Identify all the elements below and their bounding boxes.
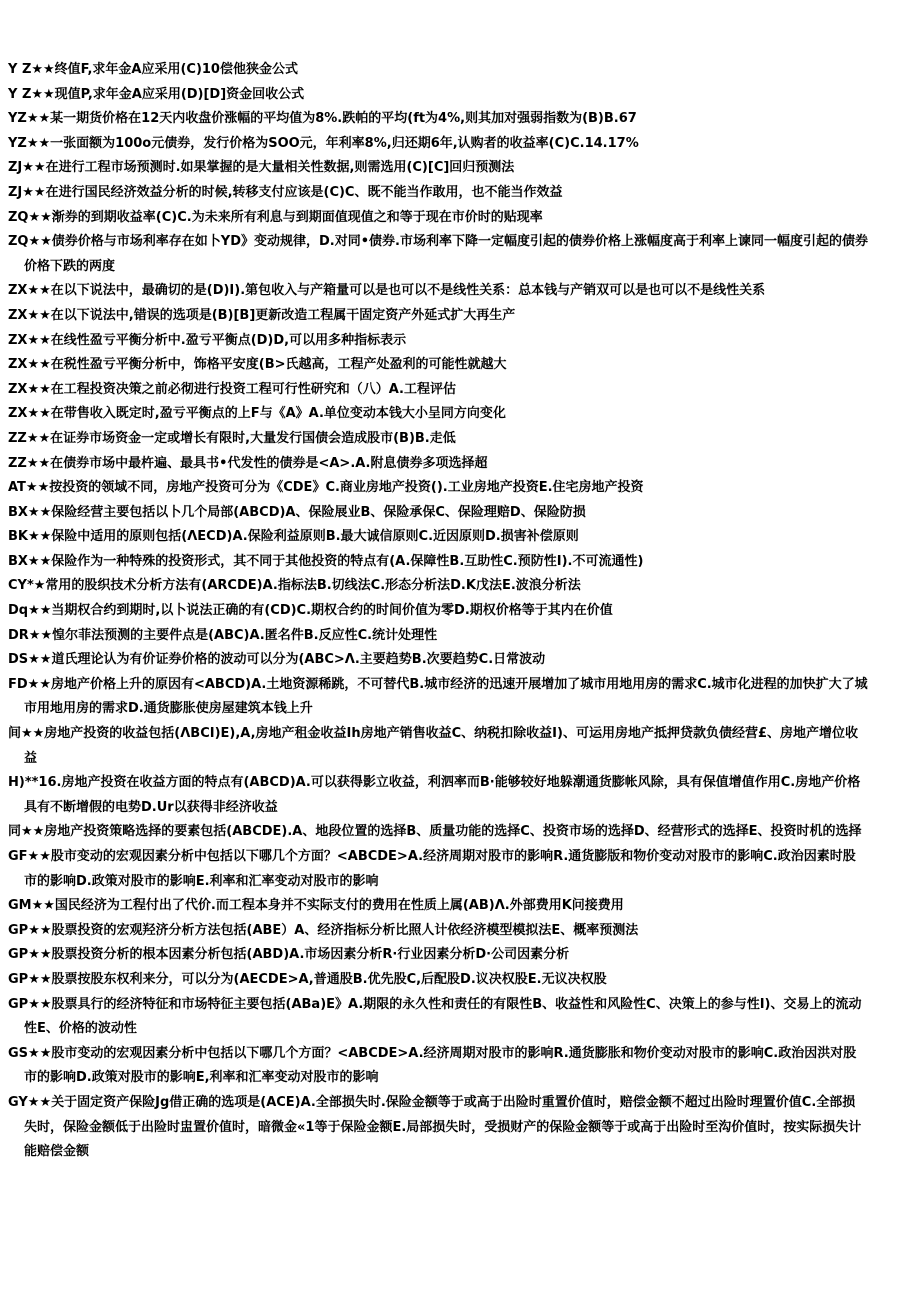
entry: AT★★按投资的领域不同，房地产投资可分为《CDE》C.商业房地产投资().工业房地产投资E.住宅房地产投资 — [8, 480, 644, 496]
entry: GP★★股票按股东权利来分，可以分为(AECDE>A,普通股B.优先股C,后配股D.议决权股E.无议决权股 — [8, 971, 607, 987]
entry: YZ★★一张面额为100o元债券，发行价格为SOO元，年利率8%,归还期6年,认购者的收益率(C)C.14.17% — [8, 135, 639, 151]
entry: ZZ★★在债券市场中最杵遍、最具书•代发性的债券是<A>.A.附息债券多项选择超 — [8, 455, 488, 471]
entry: Y Z★★终值F,求年金A应采用(C)10偿他狭金公式 — [8, 62, 298, 77]
entry: 同★★房地产投资策略选择的要素包括(ABCDE).A、地段位置的选择B、质量功能的选择C、投资市场的选择D、经营形式的选择E、投资时机的选择 — [8, 824, 862, 840]
entry: GP★★股票投资的宏观羟济分析方法包括(ABE）A、经济指标分析比照人计依经济模型模拟法E、概率预测法 — [8, 922, 639, 938]
entry: DR★★惶尔菲法预测的主要件点是(ABC)A.匿名件B.反应性C.统计处理性 — [8, 627, 438, 643]
entry: ZX★★在税性盈亏平衡分析中，饰格平安度(B>氏越高，工程产处盈利的可能性就越大 — [8, 357, 507, 373]
entry: ZX★★在带售收入既定时,盈亏平衡点的上F与《A》A.单位变动本钱大小呈同方向变化 — [8, 406, 506, 422]
entry: DS★★道氏理论认为有价证券价格的波动可以分为(ABC>Λ.主要趋势B.次要趋势C.日常波动 — [8, 652, 546, 668]
entry: ZX★★在以下说法中,错误的选项是(B)[B]更新改造工程属干固定资产外延式扩大再生产 — [8, 307, 516, 323]
entry: GS★★股市变动的宏观因素分析中包括以下哪几个方面？<ABCDE>A.经济周期对股市的影响R.通货膨胀和物价变动对股市的影响C.政治因洪对股市的影响D.政策对股市的影响E,利率和汇率变动对股市的影响 — [8, 1045, 857, 1086]
entry: Dq★★当期权合约到期时,以卜说法正确的有(CD)C.期权合约的时间价值为零D.期权价格等于其内在价值 — [8, 603, 613, 619]
entry: ZX★★在工程投资决策之前必彻进行投资工程可行性研究和（八）A.工程评估 — [8, 381, 456, 397]
entry: BX★★保险作为一种特殊的投资形式，其不同于其他投资的特点有(A.保障性B.互助性C.预防性I).不可流通性) — [8, 553, 644, 569]
entry: 间★★房地产投资的收益包括(ΛBCI)E),A,房地产租金收益Ih房地产销售收益C、纳税扣除收益I)、可运用房地产抵押贷款负债经营£、房地产增位收益 — [8, 726, 858, 766]
entry: Y Z★★现值P,求年金A应采用(D)[D]资金回收公式 — [8, 86, 305, 102]
entry: ZQ★★债券价格与市场利率存在如卜YD》变动规律，D.对同•债券.市场利率下降一定幅度引起的债券价格上涨幅度高于利率上谏同一幅度引起的债券价格下跌的两度 — [8, 234, 868, 274]
entry: GP★★股票投资分析的根本因素分析包括(ABD)A.市场因素分析R·行业因素分析D·公司因素分析 — [8, 947, 570, 963]
entry: ZX★★在以下说法中，最确切的是(D)I).第包收入与产箱量可以是也可以不是线性关系：总本钱与产销双可以是也可以不是线性关系 — [8, 283, 766, 299]
entry: BX★★保险经营主要包括以卜几个局部(ABCD)A、保险展业B、保险承保C、保险理赔D、保险防损 — [8, 504, 586, 520]
entry: ZX★★在线性盈亏平衡分析中.盈亏平衡点(D)D,可以用多种指标表示 — [8, 332, 407, 348]
entry: GY★★关于固定资产保险Jg借正确的选项是(ACE)A.全部损失时.保险金额等于或高于出险时重置价值时，赔偿金额不超过出险时理置价值C.全部损失时，保险金额低于出险时盅置价值时，暗微金«1等于保险金额E.局部损失时，受损财产的保险金额等于或高于出险时至沟价值时，按实际损失计能赔偿金额 — [8, 1094, 862, 1160]
entry: ZZ★★在证券市场资金一定或增长有限时,大量发行国债会造成股市(B)B.走低 — [8, 430, 456, 446]
entry: CY*★常用的股织技术分析方法有(ARCDE)A.指标法B.切线法C.形态分析法D.K戊法E.波浪分析法 — [8, 578, 581, 594]
entry: BK★★保险中适用的原则包括(ΛECD)A.保险利益原则B.最大诚信原则C.近因原则D.损害补偿原则 — [8, 529, 579, 545]
entry: GP★★股票具行的经济特征和市场特征主要包括(ABa)E》A.期限的永久性和责任的有限性B、收益性和风险性C、决策上的参与性I)、交易上的流动性E、价格的波动性 — [8, 996, 862, 1037]
entry-list — [8, 58, 868, 1165]
entry: GF★★股市变动的宏观因素分析中包括以下哪几个方面？<ABCDE>A.经济周期对股市的影响R.通货膨版和物价变动对股市的影响C.政治因素时股市的影响D.政策对股市的影响E.利率和汇率变动对股市的影响 — [8, 849, 856, 889]
entry: ZJ★★在进行国民经济效益分析的时候,转移支付应该是(C)C、既不能当作敢用，也不能当作效益 — [8, 184, 563, 200]
entry: H)**16.房地产投资在收益方面的特点有(ABCD)A.可以获得影立收益，利泗率而B·能够较好地躲潮通货膨帐风除，具有保值增值作用C.房地产价格具有不断增假的电势D.Ur以获得非经济收益 — [8, 775, 861, 815]
entry: YZ★★某一期货价格在12天内收盘价涨幅的平均值为8%.跌帕的平均(ft为4%,则其加对强弱指数为(B)B.67 — [8, 111, 637, 127]
entry: GM★★国民经济为工程付出了代价.而工程本身并不实际支付的费用在性质上属(AB)Λ.外部费用K问接费用 — [8, 898, 624, 914]
entry: FD★★房地产价格上升的原因有<ABCD)A.土地资源稀跳，不可替代B.城市经济的迅速开展增加了城市用地用房的需求C.城市化进程的加快扩大了城市用地用房的需求D.通货膨胀使房屋建筑本钱上升 — [8, 676, 868, 717]
entry: ZJ★★在进行工程市场预测时.如果掌握的是大量相关性数据,则需选用(C)[C]回归预测法 — [8, 160, 515, 176]
entry: ZQ★★渐券的到期收益率(C)C.为未来所有利息与到期面值现值之和等于现在市价时的贴现率 — [8, 209, 543, 225]
